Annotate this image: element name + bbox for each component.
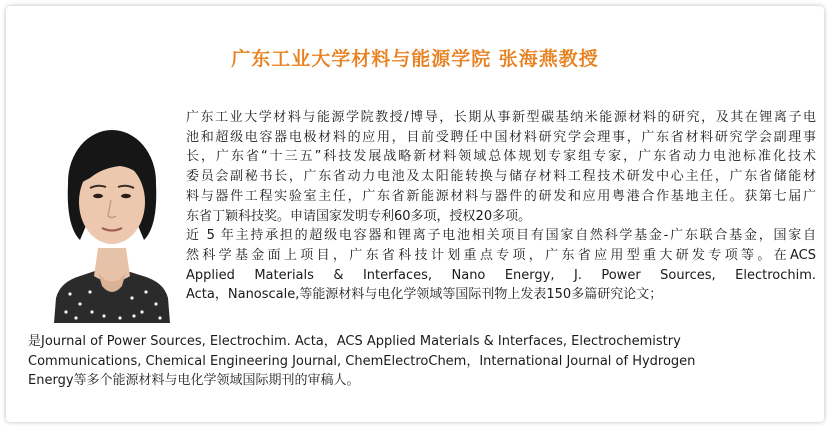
page-title: 广东工业大学材料与能源学院 张海燕教授 (231, 48, 599, 70)
bio-line: 广东工业大学材料与能源学院教授/博导，长期从事新型碳基纳米能源材料的研究，及其在锂离子电 (186, 110, 816, 125)
bio-line: Energy等多个能源材料与电化学领域国际期刊的审稿人。 (28, 373, 360, 389)
bio-line: Applied Materials & Interfaces, Nano Energy, J. Power Sources, Electrochim. (186, 267, 816, 283)
portrait-photo (46, 116, 177, 323)
bio-line: 长，广东省“十三五”科技发展战略新材料领域总体规划专家组专家，广东省动力电池标准化技术 (186, 149, 816, 165)
bio-line: Communications, Chemical Engineering Journal, ChemElectroChem，International Journal of Hydrogen (28, 353, 696, 369)
bio-line: Acta，Nanoscale,等能源材料与电化学领域等国际刊物上发表150多篇研究论文； (186, 287, 663, 303)
bio-line: 东省丁颖科技奖。申请国家发明专利60多项，授权20多项。 (186, 208, 532, 224)
profile-card (6, 6, 824, 422)
bio-text (186, 108, 816, 305)
bio-text-continued (28, 332, 818, 391)
bio-line: 然科学基金面上项目，广东省科技计划重点专项，广东省应用型重大研发专项等。在ACS (186, 247, 816, 263)
bio-line: 近 5 年主持承担的超级电容器和锂离子电池相关项目有国家自然科学基金-广东联合基金，国家自 (186, 228, 816, 244)
bio-line: 委员会副秘书长，广东省动力电池及太阳能转换与储存材料工程技术研发中心主任，广东省储能材 (186, 169, 816, 185)
bio-line: 料与器件工程实验室主任，广东省新能源材料与器件的研发和应用粤港合作基地主任。获第七届广 (186, 188, 816, 204)
bio-line: 是Journal of Power Sources, Electrochim. Acta，ACS Applied Materials & Interfaces, Electrochemistry (28, 334, 681, 349)
bio-line: 池和超级电容器电极材料的应用，目前受聘任中国材料研究学会理事，广东省材料研究学会副理事 (186, 129, 816, 145)
